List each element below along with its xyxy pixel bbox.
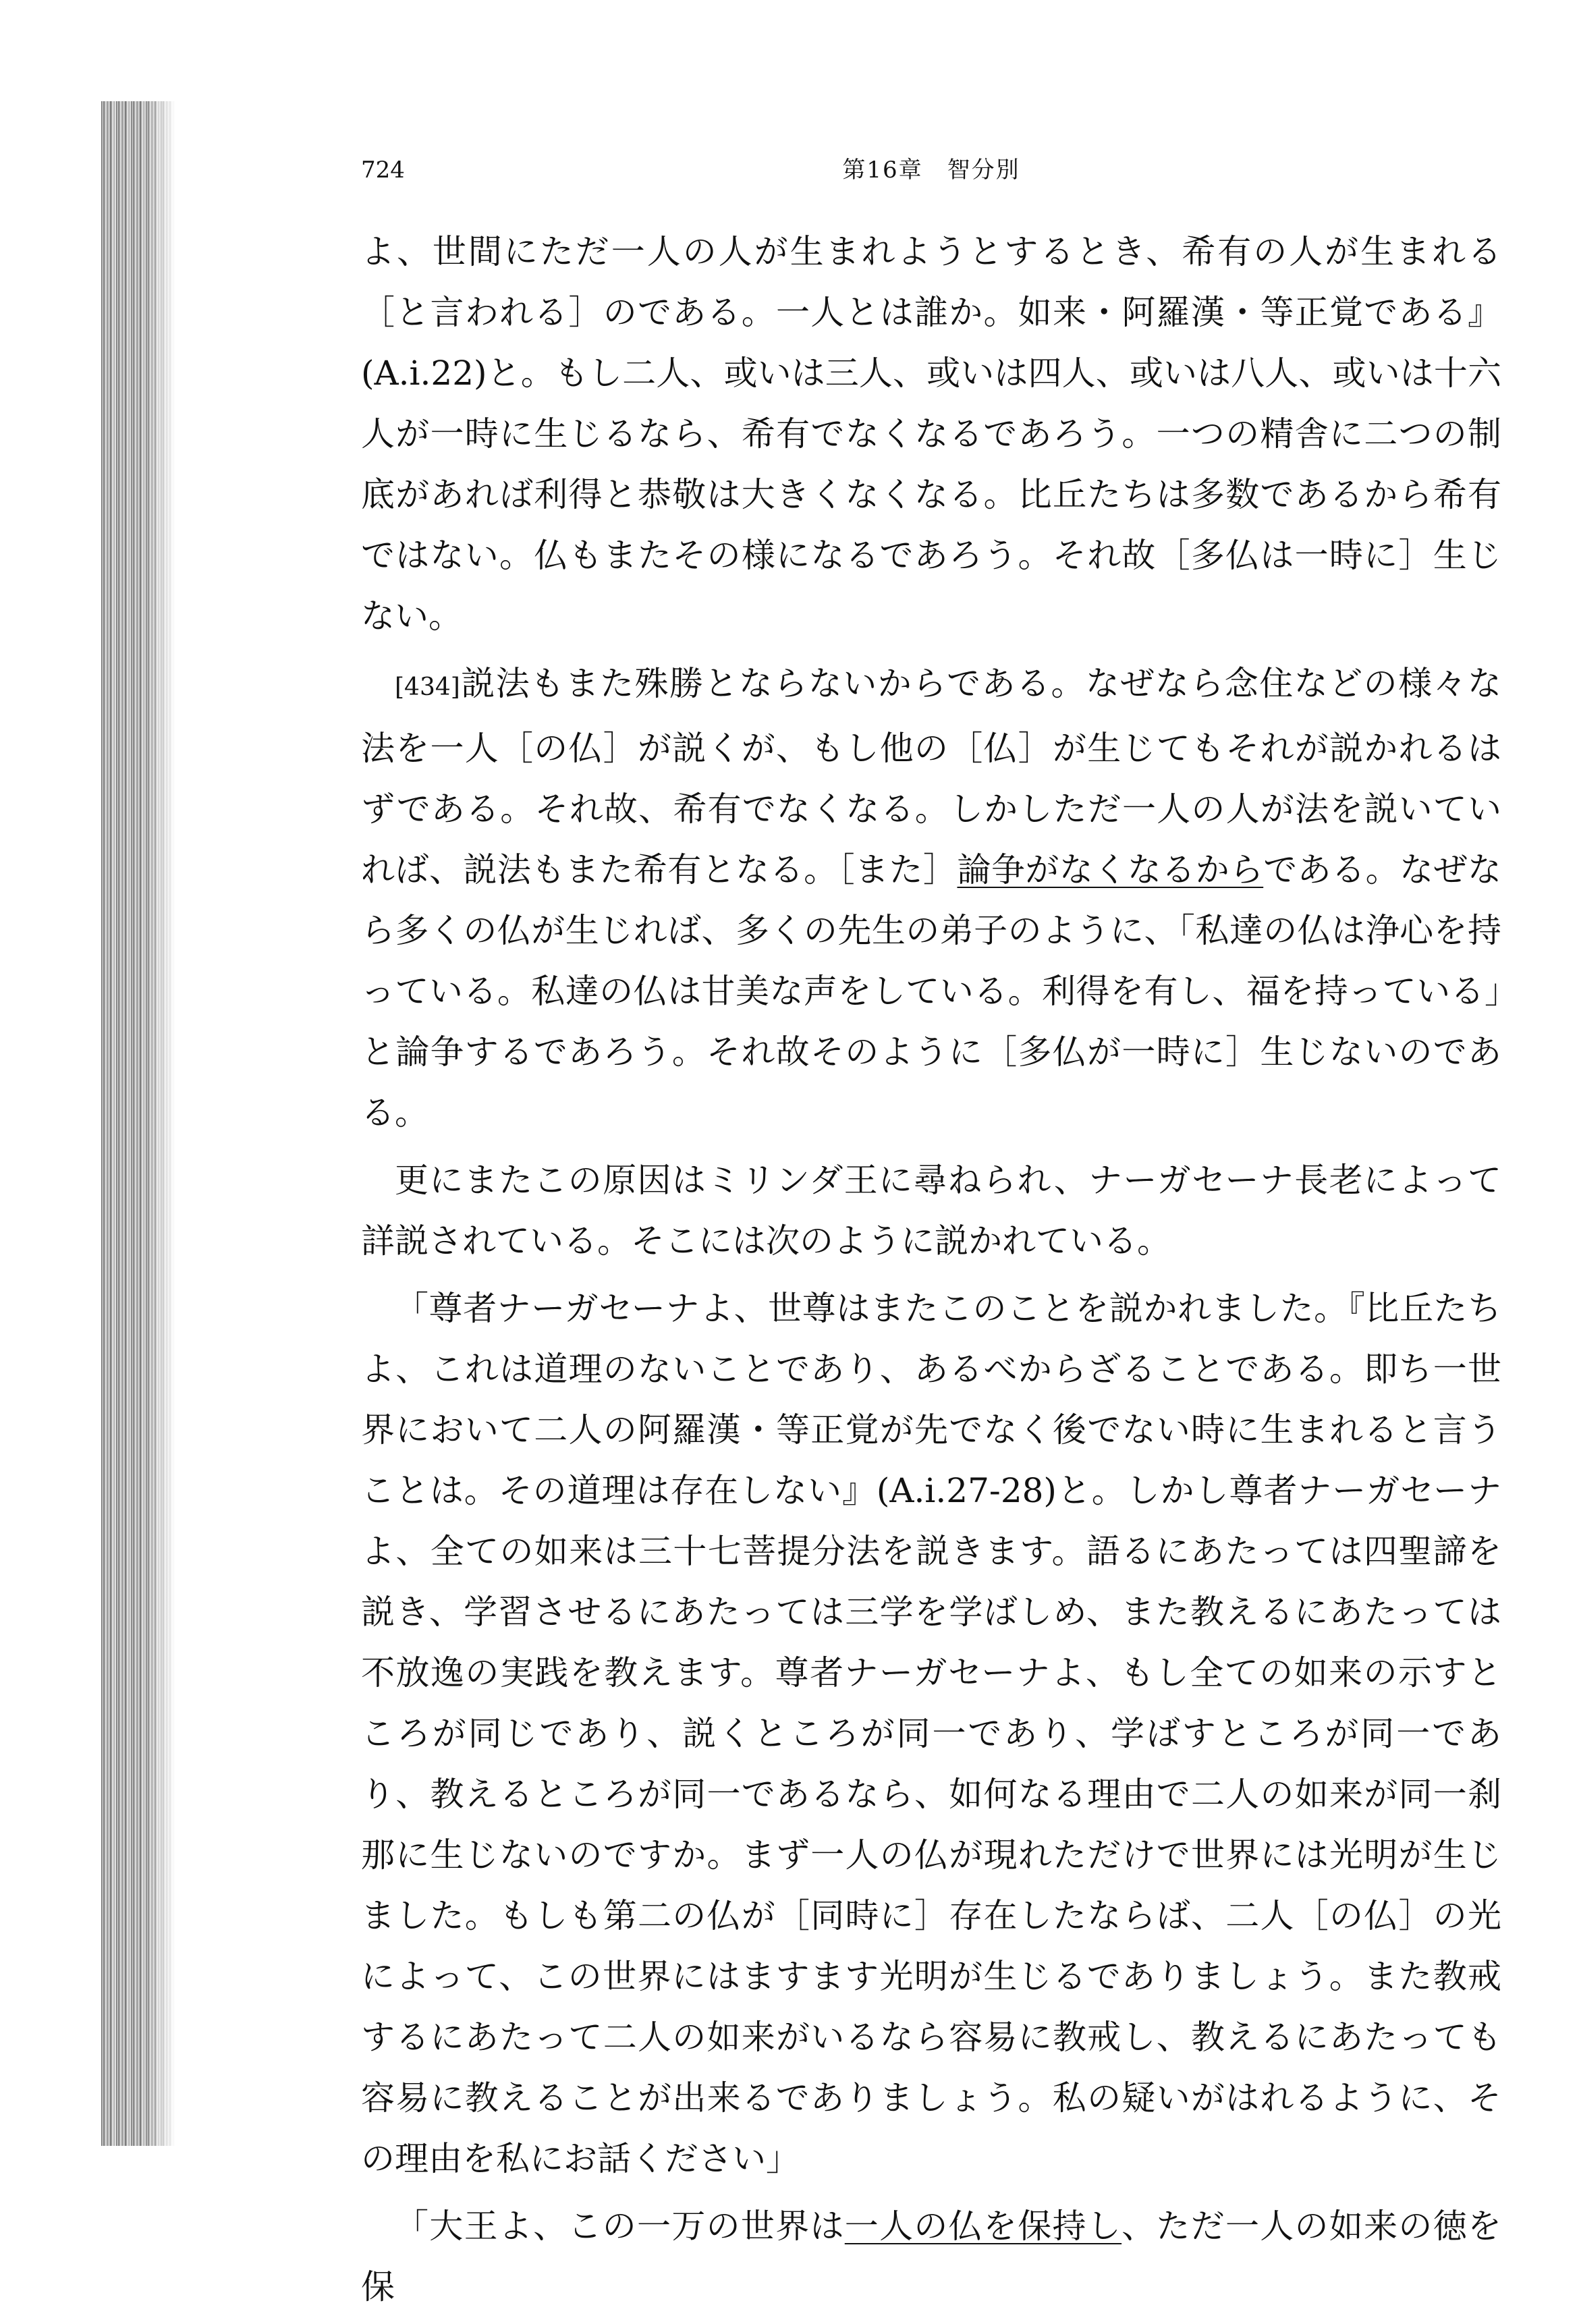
paragraph-4	[361, 1278, 1501, 2189]
running-title: 第16章 智分別	[842, 157, 1020, 184]
text-segment: 「尊者ナーガセーナよ、世尊はまたこのことを説かれました。『比丘たちよ、これは道理のないことであり、あるべからざることである。即ち一世界において二人の阿羅漢・等正覚が先でなく後でない時に生まれると言うことは。その道理は存在しない』(A.i.27-28)と。しかし尊者ナーガセーナよ、全ての如来は三十七菩提分法を説きます。語るにあたっては四聖諦を説き、学習させるにあたっては三学を学ばしめ、また教えるにあたっては不放逸の実践を教えます。尊者ナーガセーナよ、もし全ての如来の示すところが同じであり、説くところが同一であり、学ばすところが同一であり、教えるところが同一であるなら、如何なる理由で二人の如来が同一刹那に生じないのですか。まず一人の仏が現れただけで世界には光明が生じました。もしも第二の仏が［同時に］存在したならば、二人［の仏］の光によって、この世界にはますます光明が生じるでありましょう。また教戒するにあたって二人の如来がいるなら容易に教戒し、教えるにあたっても容易に教えることが出来るでありましょう。私の疑いがはれるように、その理由を私にお話ください」	[361, 1289, 1501, 2178]
body-text	[361, 221, 1501, 2324]
reference-note: [434]	[395, 673, 460, 701]
paragraph-2	[361, 653, 1501, 1143]
page-header	[361, 150, 1501, 190]
book-binding-shadow	[101, 101, 175, 2146]
text-segment: 、ただ一人の如来の徳を保	[361, 2207, 1502, 2306]
text-segment: よ、世間にただ一人の人が生まれようとするとき、希有の人が生まれる［と言われる］のである。一人とは誰か。如来・阿羅漢・等正覚である』(A.i.22)と。もし二人、或いは三人、或いは四人、或いは八人、或いは十六人が一時に生じるなら、希有でなくなるであろう。一つの精舎に二つの制底があれば利得と恭敬は大きくなくなる。比丘たちは多数であるから希有ではない。仏もまたその様になるであろう。それ故［多仏は一時に］生じない。	[361, 232, 1501, 636]
text-segment: 更にまたこの原因はミリンダ王に尋ねられ、ナーガセーナ長老によって詳説されている。そこには次のように説かれている。	[361, 1161, 1501, 1261]
page-number: 724	[361, 157, 405, 184]
paragraph-3	[361, 1150, 1501, 1271]
paragraph-1	[361, 221, 1501, 646]
text-segment: である。なぜなら多くの仏が生じれば、多くの先生の弟子のように、「私達の仏は浄心を持っている。私達の仏は甘美な声をしている。利得を有し、福を持っている」と論争するであろう。それ故そのように［多仏が一時に］生じないのである。	[361, 850, 1502, 1132]
text-segment: 説法もまた殊勝とならないからである。なぜなら念住などの様々な法を一人［の仏］が説くが、もし他の［仏］が生じてもそれが説かれるはずである。それ故、希有でなくなる。しかしただ一人の人が法を説いていれば、説法もまた希有となる。［また］	[361, 664, 1501, 889]
underlined-phrase: 論争がなくなるから	[957, 850, 1264, 889]
paragraph-5	[361, 2196, 1501, 2317]
underlined-phrase: 一人の仏を保持し	[844, 2207, 1122, 2246]
text-segment: 「大王よ、この一万の世界は	[395, 2207, 845, 2246]
